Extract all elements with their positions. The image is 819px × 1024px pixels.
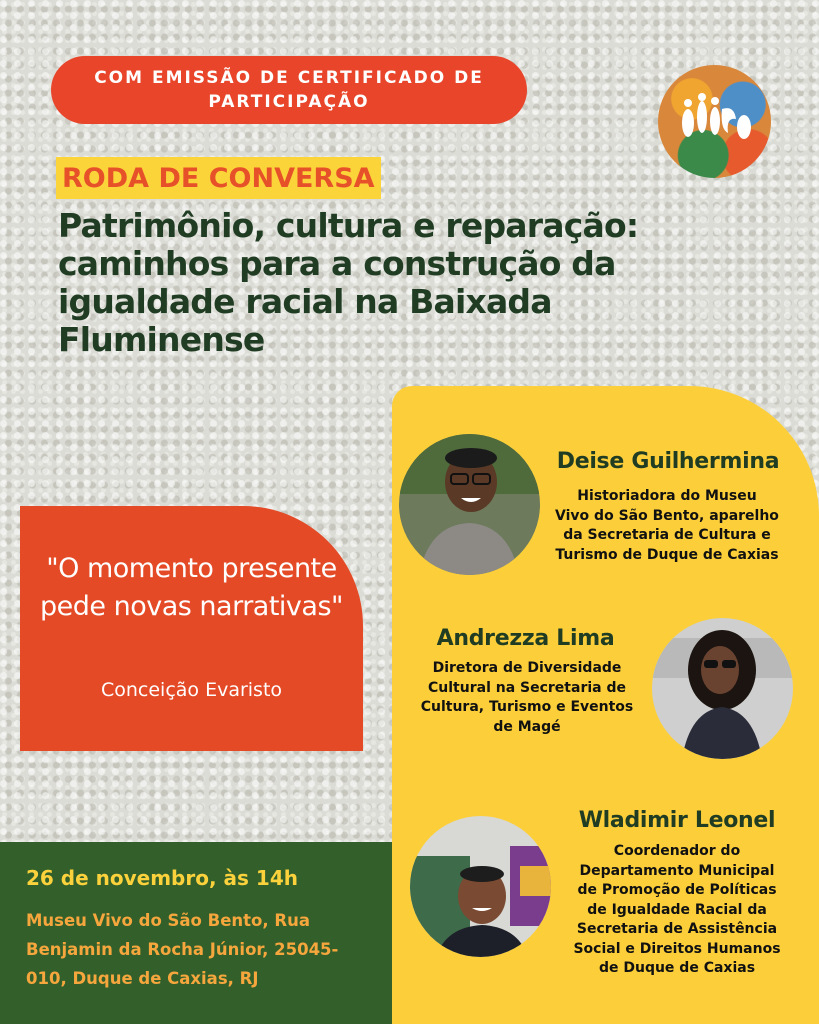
event-type-tag: RODA DE CONVERSA (56, 157, 381, 199)
quote-text: "O momento presente pede novas narrativas" (40, 553, 343, 622)
quote-box (20, 506, 363, 751)
event-date: 26 de novembro, às 14h (26, 866, 298, 890)
speaker-role-deise: Historiadora do Museu Vivo do São Bento, aparelho da Secretaria de Cultura e Turismo de Duque de Caxias (555, 488, 779, 563)
speaker-photo-deise (399, 434, 540, 575)
speaker-name-andrezza: Andrezza Lima (436, 626, 615, 651)
speaker-photo-andrezza (652, 618, 793, 759)
certificate-badge (51, 56, 527, 124)
event-title: Patrimônio, cultura e reparação: caminhos para a construção da igualdade racial na Baixada Fluminense (58, 206, 639, 359)
speaker-photo-wladimir (410, 816, 551, 957)
certificate-text: COM EMISSÃO DE CERTIFICADO DE PARTICIPAÇÃO (94, 68, 484, 112)
quote-author: Conceição Evaristo (100, 679, 283, 701)
speaker-name-deise: Deise Guilhermina (556, 449, 780, 474)
speaker-name-wladimir: Wladimir Leonel (578, 808, 776, 833)
event-address: Museu Vivo do São Bento, Rua Benjamin da Rocha Júnior, 25045-010, Duque de Caxias, RJ (26, 911, 339, 988)
speaker-role-wladimir: Coordenador do Departamento Municipal de Promoção de Políticas de Igualdade Racial da Secretaria de Assistência Social e Direitos Humanos de Duque de Caxias (573, 843, 781, 976)
museum-logo (658, 65, 771, 178)
speaker-role-andrezza: Diretora de Diversidade Cultural na Secretaria de Cultura, Turismo e Eventos de Magé (420, 660, 634, 735)
